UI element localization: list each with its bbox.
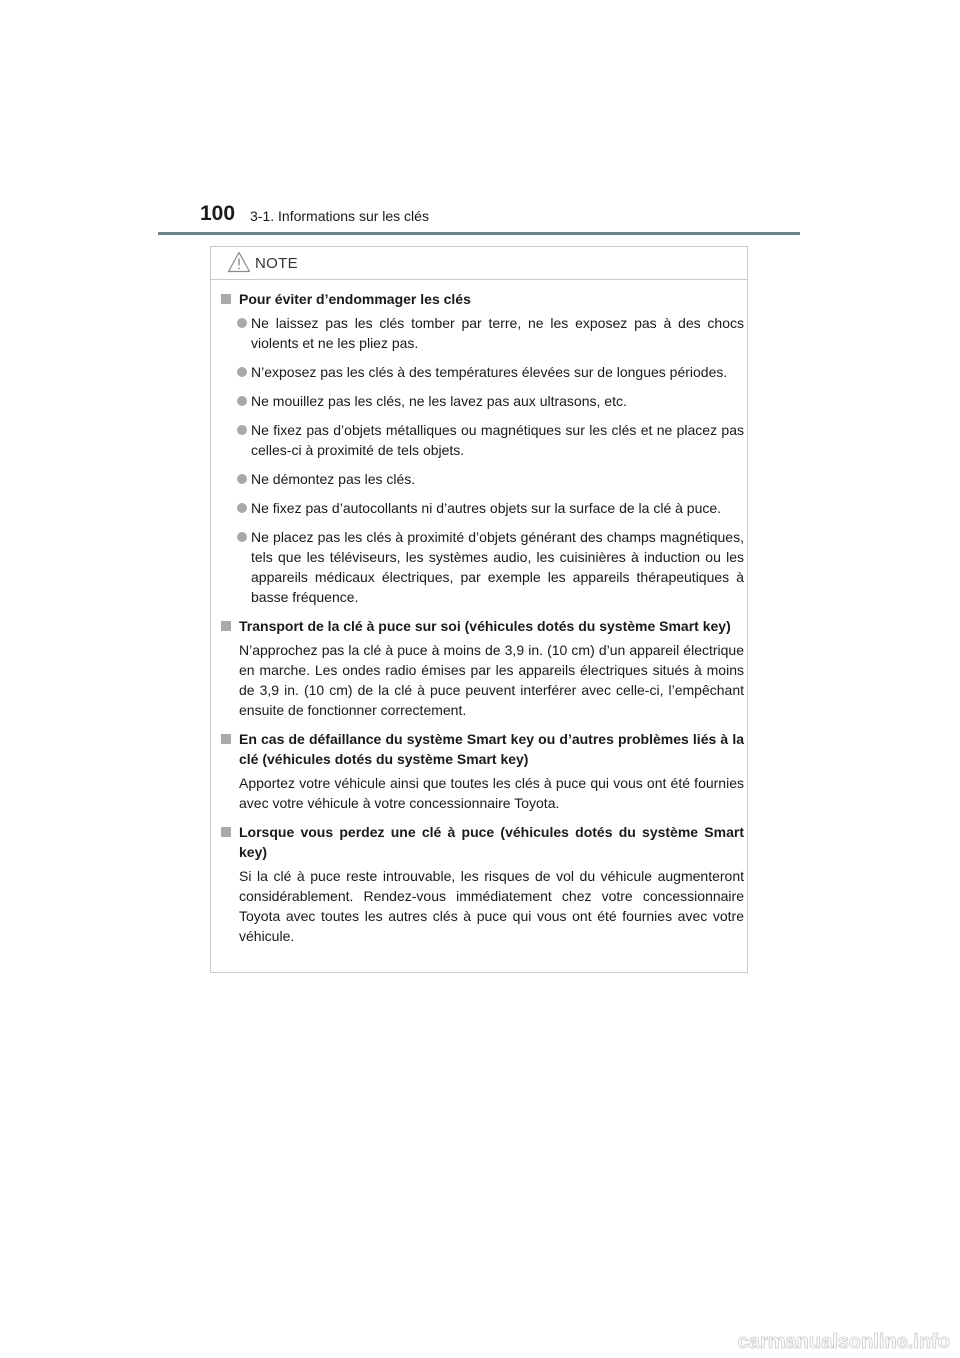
section-heading (219, 289, 744, 309)
section-body: Si la clé à puce reste introuvable, les risques de vol du véhicule augmenteront considérablement. Rendez-vous immédiatement chez votre concessionnaire Toyota avec toutes les autres clés à puce qui vous ont été fournies avec votre véhicule. (239, 868, 744, 944)
section-heading (219, 822, 744, 862)
list-item-text: Ne fixez pas d’autocollants ni d’autres objets sur la surface de la clé à puce. (251, 500, 722, 516)
circle-bullet-icon (237, 503, 247, 513)
page-number: 100 (200, 202, 236, 225)
square-bullet-icon (221, 294, 231, 304)
circle-bullet-icon (237, 318, 247, 328)
heading-text: Lorsque vous perdez une clé à puce (véhicules dotés du système Smart key) (239, 824, 744, 860)
list-item (219, 362, 744, 382)
list-item-text: Ne laissez pas les clés tomber par terre, ne les exposez pas à des chocs violents et ne les pliez pas. (251, 315, 744, 351)
list-item (219, 420, 744, 460)
heading-text: En cas de défaillance du système Smart key ou d’autres problèmes liés à la clé (véhicules dotés du système Smart key) (239, 731, 744, 767)
list-item (219, 469, 744, 489)
header-divider (158, 232, 800, 235)
list-item-text: Ne fixez pas d’objets métalliques ou magnétiques sur les clés et ne placez pas celles-ci à proximité de tels objets. (251, 422, 744, 458)
circle-bullet-icon (237, 367, 247, 377)
list-item (219, 391, 744, 411)
list-item (219, 527, 744, 607)
list-item-text: Ne placez pas les clés à proximité d’objets générant des champs magnétiques, tels que les téléviseurs, les systèmes audio, les cuisinières à induction ou les appareils médicaux électriques, par exemple les appareils thérapeutiques à basse fréquence. (251, 529, 744, 605)
section-body: Apportez votre véhicule ainsi que toutes les clés à puce qui vous ont été fournies avec votre véhicule à votre concessionnaire Toyota. (239, 775, 744, 811)
note-content (219, 289, 744, 955)
list-item-text: Ne mouillez pas les clés, ne les lavez pas aux ultrasons, etc. (251, 393, 627, 409)
heading-text: Pour éviter d’endommager les clés (239, 291, 471, 307)
note-header (211, 247, 747, 280)
section-body: N’approchez pas la clé à puce à moins de 3,9 in. (10 cm) d’un appareil électrique en marche. Les ondes radio émises par les appareils électriques situés à moins de 3,9 in. (10 cm) de la clé à puce peuvent interférer avec celle-ci, l’empêchant ensuite de fonctionner correctement. (239, 642, 744, 718)
watermark-logo (700, 1328, 952, 1354)
list-item-text: Ne démontez pas les clés. (251, 471, 416, 487)
list-item-text: N’exposez pas les clés à des températures élevées sur de longues périodes. (251, 364, 728, 380)
svg-text:carmanualsonline.info: carmanualsonline.info (737, 1331, 950, 1353)
warning-triangle-icon (227, 251, 251, 273)
note-label: NOTE (255, 255, 298, 272)
heading-text: Transport de la clé à puce sur soi (véhicules dotés du système Smart key) (239, 618, 731, 634)
section-heading (219, 616, 744, 636)
square-bullet-icon (221, 734, 231, 744)
square-bullet-icon (221, 621, 231, 631)
circle-bullet-icon (237, 532, 247, 542)
section-title: 3-1. Informations sur les clés (250, 208, 429, 224)
circle-bullet-icon (237, 425, 247, 435)
list-item (219, 313, 744, 353)
circle-bullet-icon (237, 474, 247, 484)
section-heading (219, 729, 744, 769)
square-bullet-icon (221, 827, 231, 837)
note-box (210, 246, 748, 973)
circle-bullet-icon (237, 396, 247, 406)
list-item (219, 498, 744, 518)
